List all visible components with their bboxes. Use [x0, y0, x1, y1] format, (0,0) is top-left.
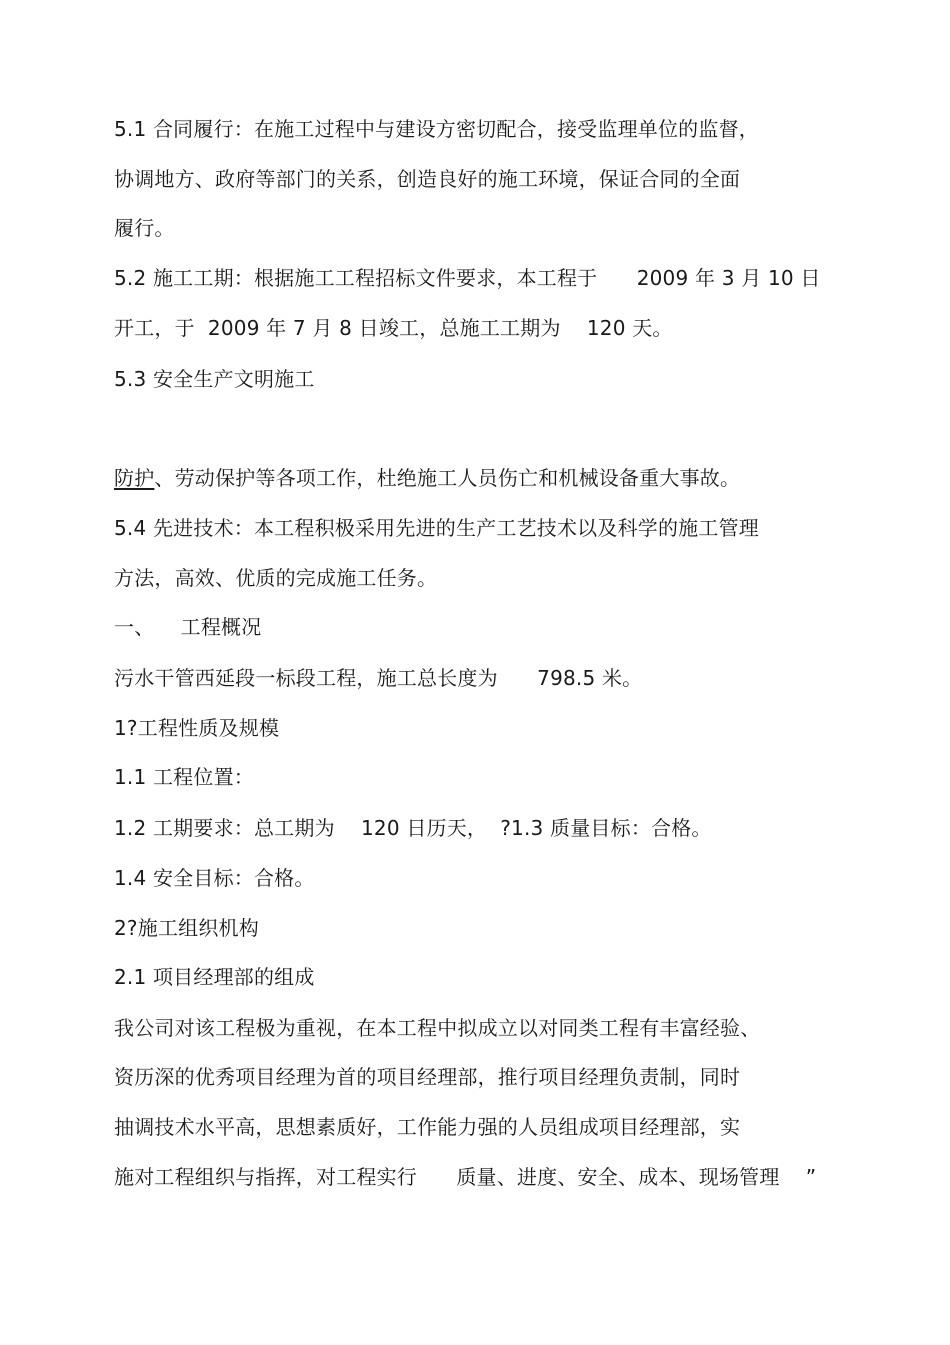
section-heading: 1?工程性质及规模 [114, 716, 280, 740]
text-line: 5.2 施工工期：根据施工工程招标文件要求，本工程于 2009 年 3 月 10 日 [114, 266, 821, 290]
text-line: 资历深的优秀项目经理为首的项目经理部，推行项目经理负责制，同时 [114, 1065, 741, 1089]
section-heading: 2.1 项目经理部的组成 [114, 965, 315, 989]
section-heading: 5.3 安全生产文明施工 [114, 367, 315, 391]
text-line: 抽调技术水平高，思想素质好，工作能力强的人员组成项目经理部，实 [114, 1115, 741, 1139]
text-line: 开工，于 2009 年 7 月 8 日竣工，总施工工期为 120 天。 [114, 316, 673, 340]
underlined-word: 防护 [114, 466, 155, 490]
text-line: 5.4 先进技术：本工程积极采用先进的生产工艺技术以及科学的施工管理 [114, 516, 759, 540]
text-line [114, 465, 740, 491]
text-line-rest: 、劳动保护等各项工作，杜绝施工人员伤亡和机械设备重大事故。 [154, 466, 741, 490]
text-line: 1.1 工程位置： [114, 765, 254, 789]
text-line: 1.2 工期要求：总工期为 120 日历天， ?1.3 质量目标：合格。 [114, 816, 712, 840]
text-line: 履行。 [114, 216, 175, 240]
text-line: 方法，高效、优质的完成施工任务。 [114, 566, 438, 590]
text-line: 我公司对该工程极为重视，在本工程中拟成立以对同类工程有丰富经验、 [114, 1016, 761, 1040]
text-line: 5.1 合同履行：在施工过程中与建设方密切配合，接受监理单位的监督， [114, 117, 759, 141]
text-line: 污水干管西延段一标段工程，施工总长度为 798.5 米。 [114, 666, 643, 690]
text-line: 施对工程组织与指挥，对工程实行 质量、进度、安全、成本、现场管理 ” [114, 1165, 817, 1189]
section-heading: 一、 工程概况 [114, 615, 262, 639]
text-line: 协调地方、政府等部门的关系，创造良好的施工环境，保证合同的全面 [114, 167, 741, 191]
section-heading: 2?施工组织机构 [114, 916, 259, 940]
text-line: 1.4 安全目标：合格。 [114, 866, 315, 890]
